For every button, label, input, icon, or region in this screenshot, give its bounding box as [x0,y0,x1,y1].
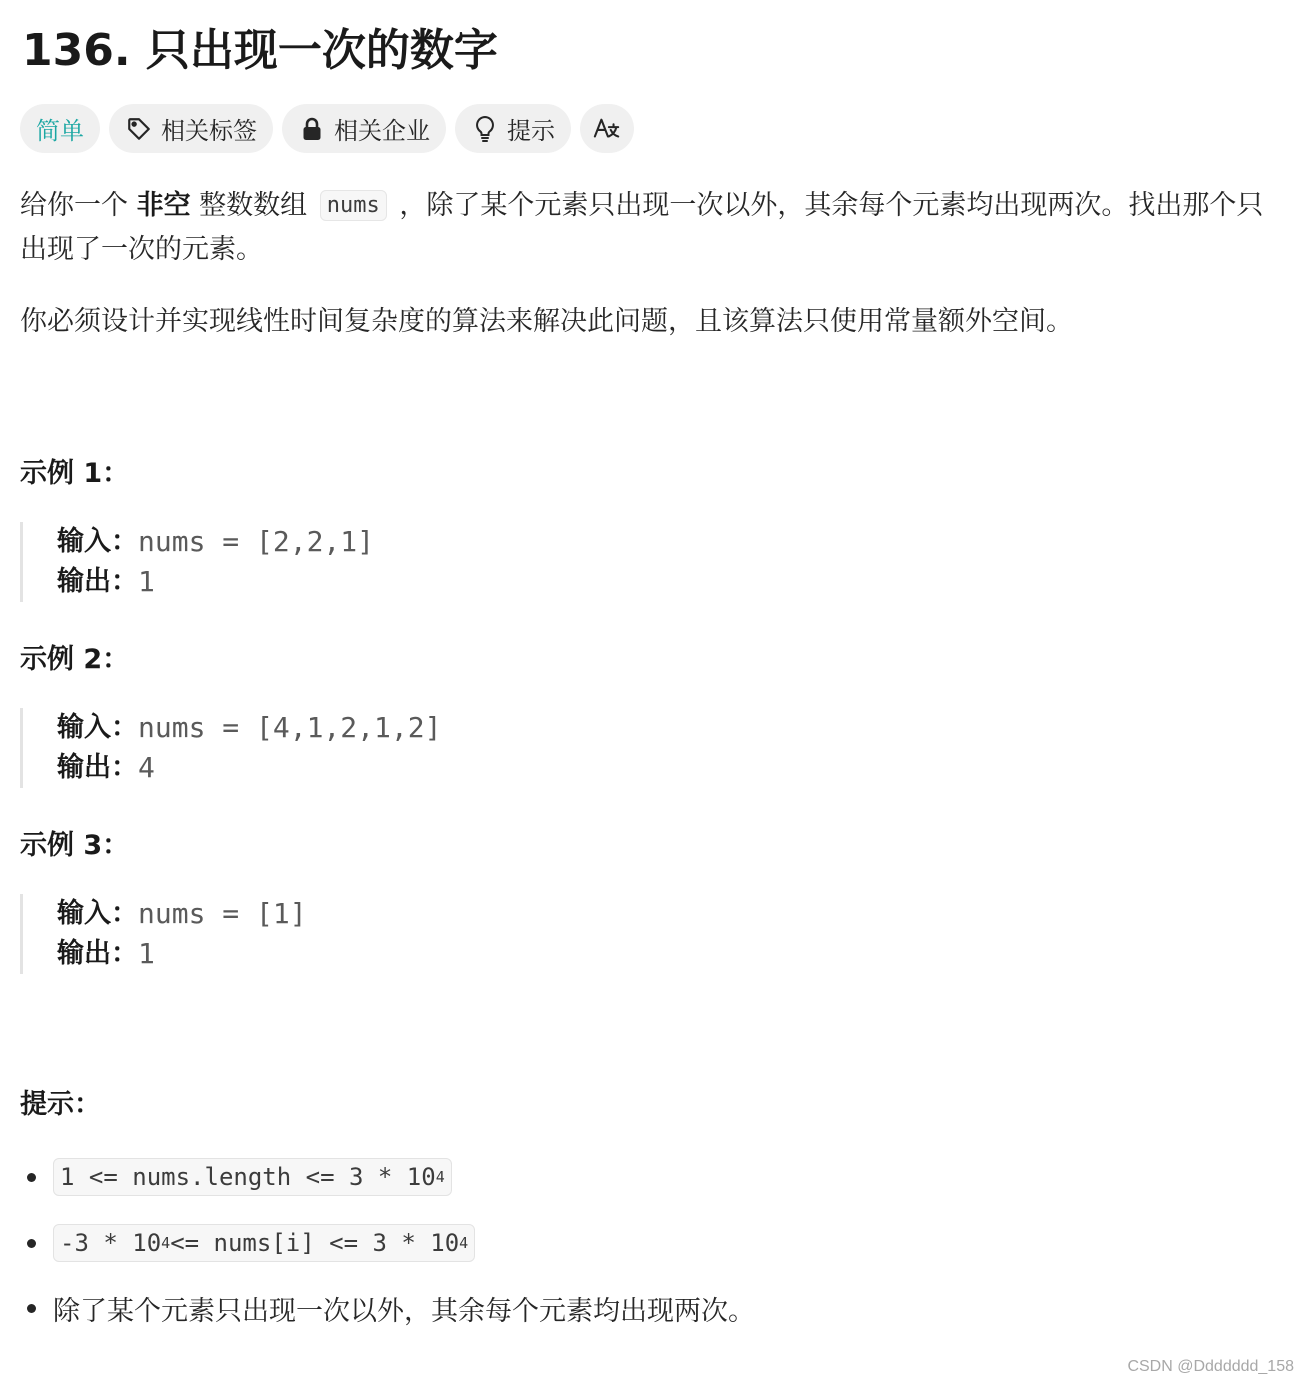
translate-icon [593,115,621,143]
constraint-item [20,1223,475,1263]
output-value: 1 [138,937,155,970]
example-heading: 示例 1： [20,458,130,489]
difficulty-label: 简单 [36,117,84,145]
example-heading: 示例 2： [20,644,130,675]
constraint-code: -3 * 10 4 <= nums[i] <= 3 * 10 4 [53,1224,475,1262]
hint-button[interactable] [455,104,571,153]
related-tags-label: 相关标签 [161,117,257,145]
tag-icon [125,115,153,143]
constraint-text: -3 * 10 [60,1229,162,1257]
related-companies-label: 相关企业 [334,117,430,145]
desc-text: 给你一个 [20,190,137,221]
tag-bar [20,104,634,154]
difficulty-badge[interactable] [20,104,100,153]
related-tags-button[interactable] [109,104,273,153]
lock-icon [298,115,326,143]
constraint-item [20,1157,452,1197]
bullet-icon [27,1173,36,1182]
hint-label: 提示 [507,117,555,145]
constraint-text: 除了某个元素只出现一次以外，其余每个元素均出现两次。 [53,1295,755,1327]
output-label: 输出： [57,566,138,597]
bullet-icon [27,1239,36,1248]
example-block [20,708,620,788]
watermark: CSDN @Ddddddd_158 [1127,1358,1294,1375]
inline-code-nums: nums [320,190,387,221]
output-label: 输出： [57,752,138,783]
output-value: 1 [138,565,155,598]
problem-title: 136. 只出现一次的数字 [22,25,498,76]
translate-button[interactable] [580,104,634,153]
constraint-text: 1 <= nums.length <= 3 * 10 [60,1163,436,1191]
output-label: 输出： [57,938,138,969]
problem-description [20,184,1290,272]
input-label: 输入： [57,898,138,929]
input-value: nums = [4,1,2,1,2] [138,711,442,744]
input-value: nums = [2,2,1] [138,525,375,558]
example-block [20,894,620,974]
constraints-heading: 提示： [20,1089,101,1120]
input-value: nums = [1] [138,897,307,930]
desc-text: 整数数组 [190,190,316,221]
example-heading: 示例 3： [20,830,130,861]
lightbulb-icon [471,115,499,143]
constraint-text: <= nums[i] <= 3 * 10 [170,1229,460,1257]
input-label: 输入： [57,526,138,557]
complexity-requirement: 你必须设计并实现线性时间复杂度的算法来解决此问题，且该算法只使用常量额外空间。 [20,306,1073,337]
constraint-item [20,1288,755,1328]
example-block [20,522,620,602]
constraint-code: 1 <= nums.length <= 3 * 10 4 [53,1158,452,1196]
related-companies-button[interactable] [282,104,446,153]
output-value: 4 [138,751,155,784]
desc-text: ，除了某个元素只出现一次以外，其余每个元素均出现两次。找出那个只出现了一次的元素。 [20,190,1264,265]
input-label: 输入： [57,712,138,743]
bullet-icon [27,1304,36,1313]
desc-bold: 非空 [136,190,191,221]
